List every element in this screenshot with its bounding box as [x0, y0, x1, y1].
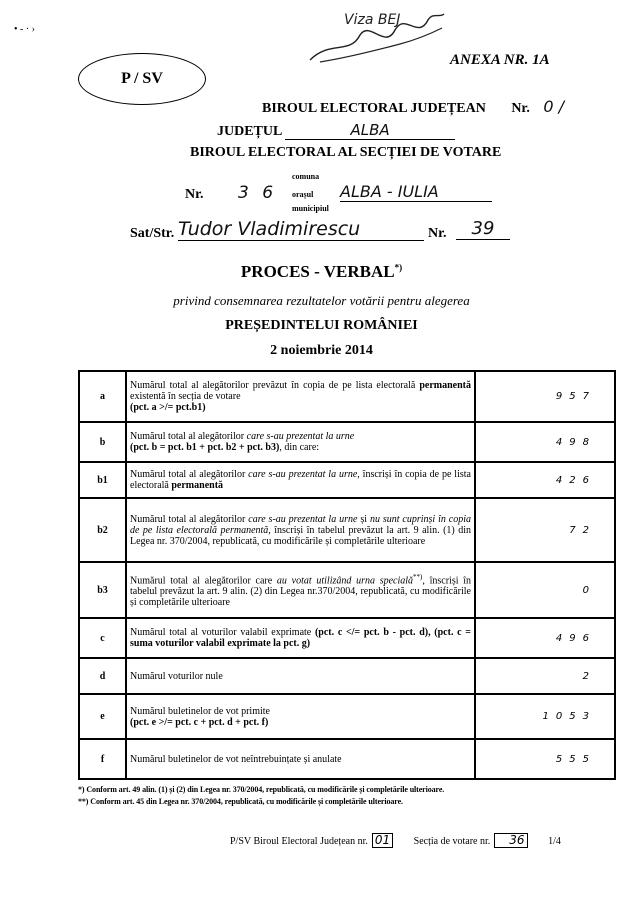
table-row	[79, 739, 615, 779]
locality-type-oras: orașul	[292, 190, 314, 199]
footnote-2: **) Conform art. 45 din Legea nr. 370/2004, republicată, cu modificările și completările ulterioare.	[78, 797, 403, 806]
footnote-1: *) Conform art. 49 alin. (1) și (2) din Legea nr. 370/2004, republicată, cu modificările și completările ulterioare.	[78, 785, 445, 794]
row-value: 2	[475, 658, 615, 694]
election-date: 2 noiembrie 2014	[270, 343, 373, 358]
row-description: Numărul total al voturilor valabil exprimate (pct. c </= pct. b - pct. d), (pct. c = suma voturilor valabil exprimate la pct. g)	[126, 618, 475, 658]
row-label: b2	[79, 498, 126, 562]
row-description: Numărul buletinelor de vot neîntrebuințate și anulate	[126, 739, 475, 779]
street-nr-label: Nr.	[428, 226, 447, 241]
locality-value: ALBA - IULIA	[340, 182, 492, 202]
section-bureau-title: BIROUL ELECTORAL AL SECȚIEI DE VOTARE	[190, 145, 502, 160]
psv-badge: P / SV	[78, 53, 206, 105]
row-value: 498	[475, 422, 615, 462]
county-bureau-box: 01	[372, 833, 393, 848]
annex-label: ANEXA NR. 1A	[450, 52, 550, 68]
row-value: 496	[475, 618, 615, 658]
row-description: Numărul voturilor nule	[126, 658, 475, 694]
row-label: e	[79, 694, 126, 739]
scan-marks: • - · ›	[14, 24, 35, 35]
table-row	[79, 562, 615, 618]
street-label: Sat/Str.	[130, 226, 175, 241]
table-row	[79, 422, 615, 462]
row-value: 72	[475, 498, 615, 562]
document-title: PROCES - VERBAL*)	[240, 262, 403, 281]
table-row	[79, 498, 615, 562]
svg-text:Viza BEJ: Viza BEJ	[344, 12, 401, 28]
row-label: a	[79, 371, 126, 422]
section-nr-value: 3 6	[238, 183, 278, 203]
street-nr-value: 39	[456, 218, 510, 240]
table-row	[79, 462, 615, 498]
row-label: f	[79, 739, 126, 779]
table-row	[79, 618, 615, 658]
row-label: b1	[79, 462, 126, 498]
table-row	[79, 694, 615, 739]
page-footer: P/SV Biroul Electoral Județean nr. 01 Secția de votare nr. 36 1/4	[230, 833, 561, 847]
election-office: PREȘEDINTELUI ROMÂNIEI	[225, 318, 418, 333]
row-description: Numărul total al alegătorilor care s-au prezentat la urne și nu sunt cuprinși în copia de pe lista electorală permanentă, înscriși în tabelul prevăzut la art. 9 alin. (1) din Legea nr. 370/2004, republicată, cu modificările și completările ulterioare	[126, 498, 475, 562]
row-description: Numărul total al alegătorilor care au votat utilizând urna specială**), înscriși în tabelul prevăzut la art. 9 alin. (2) din Legea nr.370/2004, republicată, cu modificările și completările ulterioare	[126, 562, 475, 618]
locality-type-comuna: comuna	[292, 172, 320, 181]
row-label: c	[79, 618, 126, 658]
results-table	[78, 370, 616, 780]
signature	[300, 0, 450, 75]
county-bureau-line: BIROUL ELECTORAL JUDEȚEAN Nr. 0 /	[262, 97, 565, 116]
row-description: Numărul total al alegătorilor prevăzut în copia de pe lista electorală permanentă existentă în secția de votare (pct. a >/= pct.b1)	[126, 371, 475, 422]
row-description: Numărul total al alegătorilor care s-au prezentat la urne (pct. b = pct. b1 + pct. b2 + pct. b3), din care:	[126, 422, 475, 462]
row-value: 1053	[475, 694, 615, 739]
table-row	[79, 658, 615, 694]
row-value: 426	[475, 462, 615, 498]
row-label: d	[79, 658, 126, 694]
row-label: b	[79, 422, 126, 462]
row-value: 555	[475, 739, 615, 779]
section-box: 36	[494, 833, 527, 848]
row-description: Numărul total al alegătorilor care s-au prezentat la urne, înscriși în copia de pe lista electorală permanentă	[126, 462, 475, 498]
table-row	[79, 371, 615, 422]
row-value: 957	[475, 371, 615, 422]
county-line: JUDEȚUL ALBA	[217, 121, 455, 140]
document-subtitle: privind consemnarea rezultatelor votării pentru alegerea	[173, 293, 470, 308]
locality-type-municipiu: municipiul	[292, 204, 329, 213]
row-description: Numărul buletinelor de vot primite (pct. e >/= pct. c + pct. d + pct. f)	[126, 694, 475, 739]
section-nr-label: Nr.	[185, 187, 204, 202]
row-label: b3	[79, 562, 126, 618]
street-value: Tudor Vladimirescu	[178, 218, 424, 241]
row-value: 0	[475, 562, 615, 618]
